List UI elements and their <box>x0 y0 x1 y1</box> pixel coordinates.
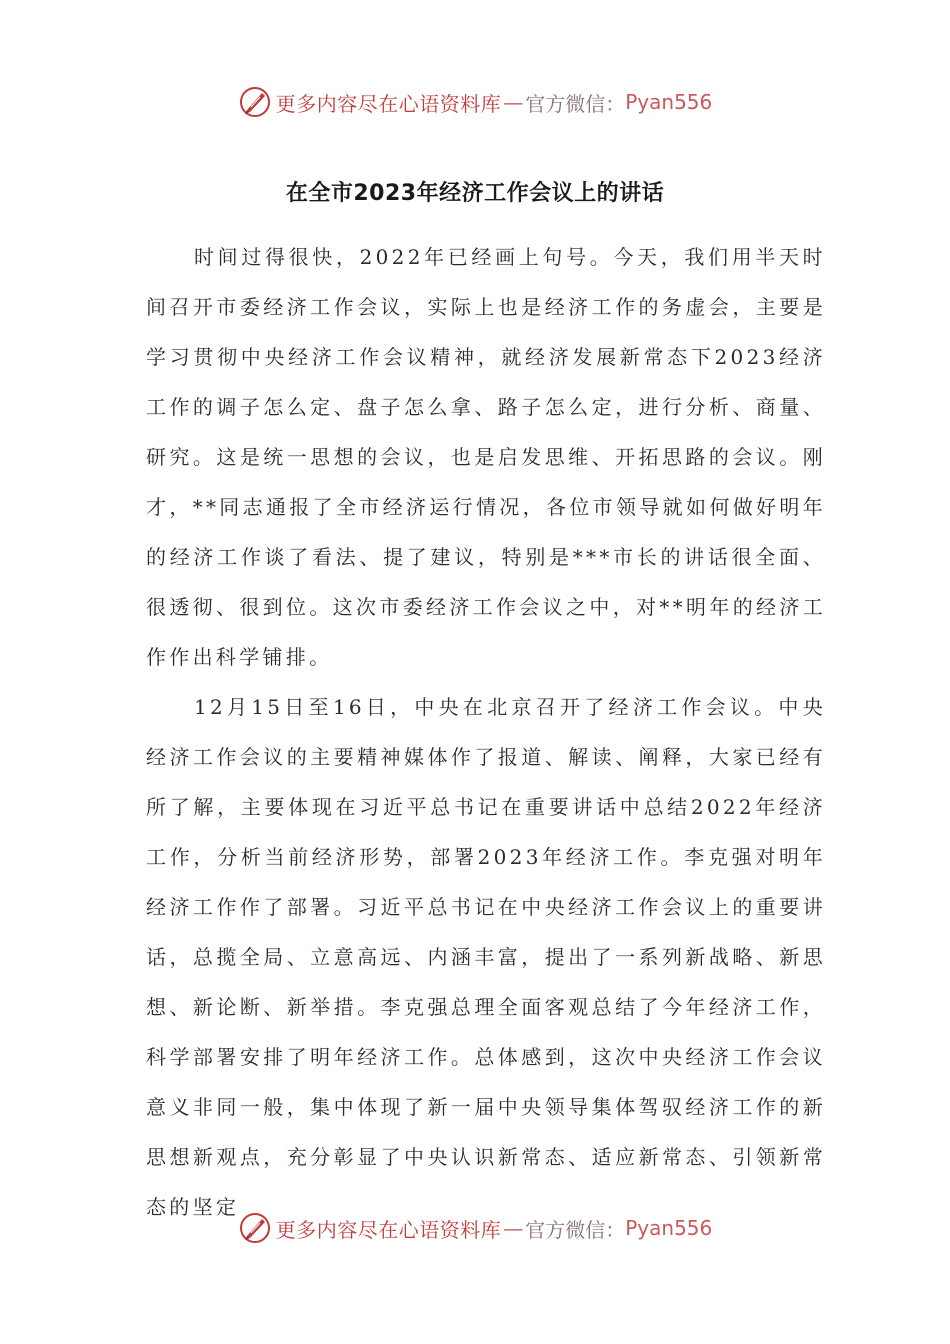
paragraph-2: 12月15日至16日，中央在北京召开了经济工作会议。中央经济工作会议的主要精神媒体作了报道、解读、阐释，大家已经有所了解，主要体现在习近平总书记在重要讲话中总结2022年经济工作，分析当前经济形势，部署2023年经济工作。李克强对明年经济工作作了部署。习近平总书记在中央经济工作会议上的重要讲话，总揽全局、立意高远、内涵丰富，提出了一系列新战略、新思想、新论断、新举措。李克强总理全面客观总结了今年经济工作，科学部署安排了明年经济工作。总体感到，这次中央经济工作会议意义非同一般，集中体现了新一届中央领导集体驾驭经济工作的新思想新观点，充分彰显了中央认识新常态、适应新常态、引领新常态的坚定 <box>146 695 826 1219</box>
banner-wechat-id: Pyan556 <box>625 1216 713 1240</box>
banner-wechat-label: 官方微信： <box>525 1217 626 1242</box>
banner-wechat-label: 官方微信： <box>525 91 626 116</box>
quill-logo-icon <box>238 85 272 119</box>
banner-slogan: 更多内容尽在心语资料库 <box>275 91 502 116</box>
paragraph-1: 时间过得很快，2022年已经画上句号。今天，我们用半天时间召开市委经济工作会议，实际上也是经济工作的务虚会，主要是学习贯彻中央经济工作会议精神，就经济发展新常态下2023经济工作的调子怎么定、盘子怎么拿、路子怎么定，进行分析、商量、研究。这是统一思想的会议，也是启发思维、开拓思路的会议。刚才，**同志通报了全市经济运行情况，各位市领导就如何做好明年的经济工作谈了看法、提了建议，特别是***市长的讲话很全面、很透彻、很到位。这次市委经济工作会议之中，对**明年的经济工作作出科学铺排。 <box>146 245 826 669</box>
footer-banner <box>0 1208 950 1248</box>
header-banner <box>0 82 950 122</box>
banner-dash: — <box>503 90 524 114</box>
banner-slogan: 更多内容尽在心语资料库 <box>275 1217 502 1242</box>
quill-logo-icon <box>238 1211 272 1245</box>
document-title: 在全市2023年经济工作会议上的讲话 <box>285 181 665 206</box>
banner-dash: — <box>503 1216 524 1240</box>
document-body <box>146 232 826 1232</box>
banner-wechat-id: Pyan556 <box>625 90 713 114</box>
